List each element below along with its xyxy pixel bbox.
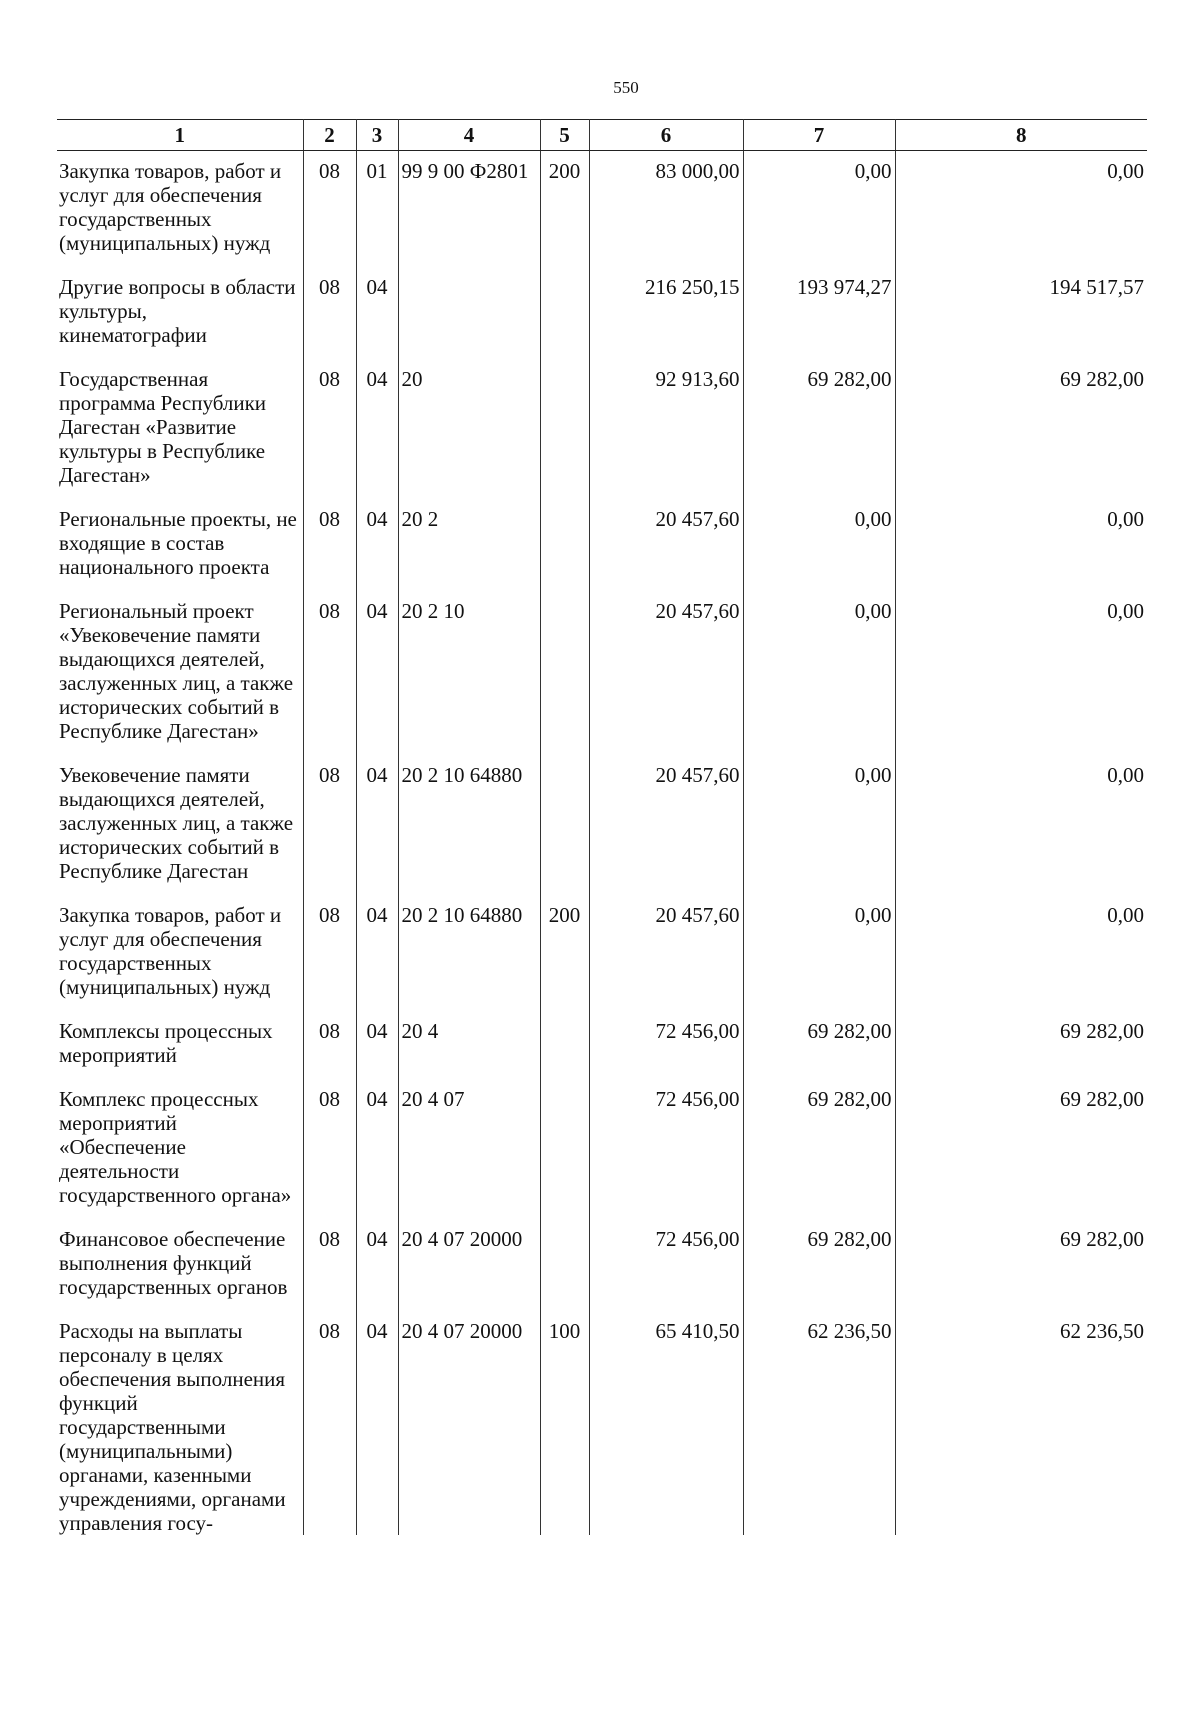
header-col-4: 4 [398, 120, 540, 151]
cell-section: 08 [303, 755, 356, 895]
cell-name: Закупка товаров, работ и услуг для обеспечения государственных (муниципальных) нужд [57, 895, 303, 1011]
cell-section: 08 [303, 591, 356, 755]
table-row [57, 755, 1147, 895]
cell-amount-col8: 0,00 [895, 755, 1147, 895]
cell-amount-col8: 69 282,00 [895, 1011, 1147, 1079]
budget-table [57, 119, 1147, 1535]
cell-expense-type [540, 591, 589, 755]
cell-amount-col7: 62 236,50 [743, 1311, 895, 1535]
cell-amount-col6: 83 000,00 [589, 151, 743, 268]
cell-section: 08 [303, 1311, 356, 1535]
cell-subsection: 04 [356, 755, 398, 895]
cell-target-article: 20 4 [398, 1011, 540, 1079]
cell-section: 08 [303, 151, 356, 268]
table-header-row [57, 120, 1147, 151]
cell-name: Финансовое обеспечение выполнения функций государственных органов [57, 1219, 303, 1311]
table-row [57, 359, 1147, 499]
page-number: 550 [613, 78, 639, 97]
cell-name: Региональный проект «Увековечение памяти выдающихся деятелей, заслуженных лиц, а также исторических событий в Республике Дагестан» [57, 591, 303, 755]
cell-amount-col6: 72 456,00 [589, 1079, 743, 1219]
cell-subsection: 04 [356, 1311, 398, 1535]
cell-amount-col7: 0,00 [743, 591, 895, 755]
cell-amount-col7: 0,00 [743, 895, 895, 1011]
table-row [57, 1311, 1147, 1535]
cell-subsection: 04 [356, 499, 398, 591]
table-row [57, 1079, 1147, 1219]
cell-target-article: 20 [398, 359, 540, 499]
cell-expense-type [540, 1219, 589, 1311]
cell-name: Комплекс процессных мероприятий «Обеспечение деятельности государственного органа» [57, 1079, 303, 1219]
header-col-8: 8 [895, 120, 1147, 151]
header-col-5: 5 [540, 120, 589, 151]
cell-amount-col6: 20 457,60 [589, 591, 743, 755]
cell-amount-col6: 65 410,50 [589, 1311, 743, 1535]
cell-target-article: 20 4 07 20000 [398, 1219, 540, 1311]
cell-target-article: 20 2 10 [398, 591, 540, 755]
cell-section: 08 [303, 267, 356, 359]
cell-name: Увековечение памяти выдающихся деятелей, заслуженных лиц, а также исторических событий в Республике Дагестан [57, 755, 303, 895]
cell-amount-col6: 72 456,00 [589, 1011, 743, 1079]
cell-amount-col6: 20 457,60 [589, 755, 743, 895]
cell-amount-col7: 0,00 [743, 499, 895, 591]
table-row [57, 591, 1147, 755]
cell-subsection: 04 [356, 359, 398, 499]
cell-amount-col7: 69 282,00 [743, 1219, 895, 1311]
header-col-6: 6 [589, 120, 743, 151]
cell-expense-type [540, 1011, 589, 1079]
cell-expense-type: 100 [540, 1311, 589, 1535]
cell-amount-col7: 69 282,00 [743, 1011, 895, 1079]
cell-amount-col8: 69 282,00 [895, 1219, 1147, 1311]
cell-amount-col8: 0,00 [895, 591, 1147, 755]
cell-amount-col8: 69 282,00 [895, 359, 1147, 499]
cell-target-article: 20 4 07 20000 [398, 1311, 540, 1535]
cell-section: 08 [303, 499, 356, 591]
cell-amount-col7: 193 974,27 [743, 267, 895, 359]
table-row [57, 499, 1147, 591]
cell-section: 08 [303, 1011, 356, 1079]
cell-target-article: 20 2 10 64880 [398, 755, 540, 895]
cell-section: 08 [303, 1219, 356, 1311]
cell-name: Комплексы процессных мероприятий [57, 1011, 303, 1079]
cell-target-article: 20 2 10 64880 [398, 895, 540, 1011]
cell-subsection: 04 [356, 267, 398, 359]
cell-subsection: 04 [356, 895, 398, 1011]
cell-target-article: 99 9 00 Ф2801 [398, 151, 540, 268]
table-row [57, 267, 1147, 359]
cell-target-article: 20 4 07 [398, 1079, 540, 1219]
cell-expense-type [540, 1079, 589, 1219]
cell-expense-type [540, 359, 589, 499]
cell-expense-type [540, 755, 589, 895]
table-row [57, 1011, 1147, 1079]
header-col-2: 2 [303, 120, 356, 151]
table-row [57, 151, 1147, 268]
cell-name: Закупка товаров, работ и услуг для обеспечения государственных (муниципальных) нужд [57, 151, 303, 268]
cell-subsection: 04 [356, 591, 398, 755]
cell-section: 08 [303, 895, 356, 1011]
cell-amount-col8: 0,00 [895, 895, 1147, 1011]
cell-amount-col6: 72 456,00 [589, 1219, 743, 1311]
cell-name: Государственная программа Республики Дагестан «Развитие культуры в Республике Дагестан» [57, 359, 303, 499]
cell-subsection: 04 [356, 1011, 398, 1079]
cell-amount-col7: 0,00 [743, 151, 895, 268]
cell-target-article: 20 2 [398, 499, 540, 591]
cell-subsection: 04 [356, 1079, 398, 1219]
cell-section: 08 [303, 1079, 356, 1219]
cell-section: 08 [303, 359, 356, 499]
cell-target-article [398, 267, 540, 359]
cell-amount-col8: 62 236,50 [895, 1311, 1147, 1535]
cell-expense-type [540, 499, 589, 591]
table-row [57, 895, 1147, 1011]
cell-amount-col7: 0,00 [743, 755, 895, 895]
cell-amount-col6: 216 250,15 [589, 267, 743, 359]
cell-name: Расходы на выплаты персоналу в целях обеспечения выполнения функций государственными (муниципальными) органами, казенными учреждениями, органами управления госу- [57, 1311, 303, 1535]
cell-name: Другие вопросы в области культуры, кинематографии [57, 267, 303, 359]
header-col-7: 7 [743, 120, 895, 151]
cell-amount-col7: 69 282,00 [743, 359, 895, 499]
cell-expense-type: 200 [540, 151, 589, 268]
cell-subsection: 01 [356, 151, 398, 268]
header-col-3: 3 [356, 120, 398, 151]
cell-amount-col6: 92 913,60 [589, 359, 743, 499]
cell-amount-col6: 20 457,60 [589, 895, 743, 1011]
cell-amount-col8: 194 517,57 [895, 267, 1147, 359]
header-col-1: 1 [57, 120, 303, 151]
cell-amount-col8: 0,00 [895, 499, 1147, 591]
cell-expense-type: 200 [540, 895, 589, 1011]
cell-amount-col8: 0,00 [895, 151, 1147, 268]
cell-subsection: 04 [356, 1219, 398, 1311]
table-row [57, 1219, 1147, 1311]
cell-amount-col7: 69 282,00 [743, 1079, 895, 1219]
cell-amount-col8: 69 282,00 [895, 1079, 1147, 1219]
cell-expense-type [540, 267, 589, 359]
cell-amount-col6: 20 457,60 [589, 499, 743, 591]
cell-name: Региональные проекты, не входящие в состав национального проекта [57, 499, 303, 591]
